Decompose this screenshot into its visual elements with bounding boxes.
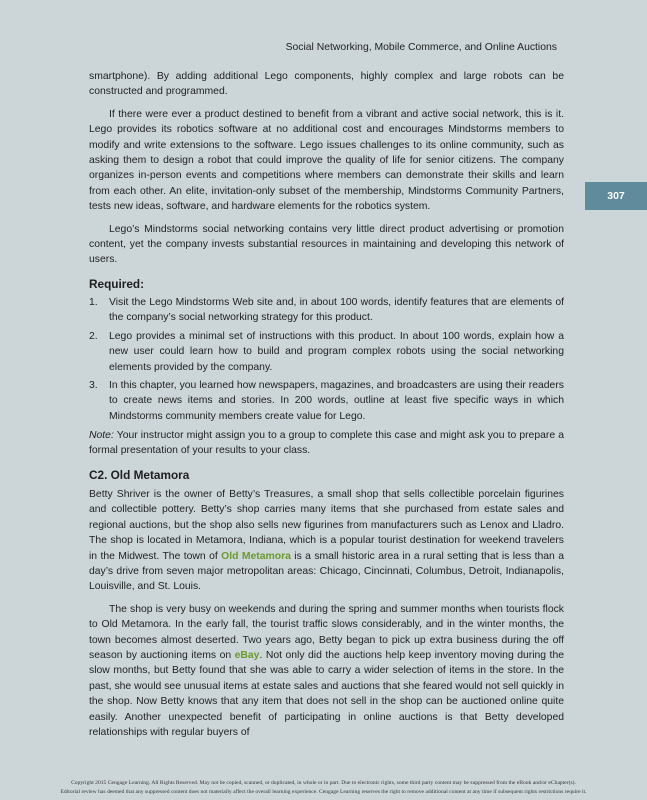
list-number: 2. <box>89 330 98 342</box>
paragraph-busy-shop <box>89 602 564 741</box>
case-text: The shop is very busy on weekends and during the spring and summer months when tourists flock to Old Metamora. In the early fall, the tourist traffic slows considerably, and in the winter months, the town becomes almost deserted. Two years ago, Betty began to pick up extra business during the off season by auctioning items on <box>89 603 564 662</box>
ebay-link[interactable]: eBay <box>234 650 260 662</box>
paragraph-vibrant-network: If there were ever a product destined to benefit from a vibrant and active social network, this is it. Lego provides its robotics software at no additional cost and encourages Mindstorms members to modify and write extensions to the software. Lego issues challenges to its online community, such as asking them to design a robot that could improve the quality of life for senior citizens. The company organizes in-person events and competitions where members can demonstrate their skills and learn from each other. An elite, invitation-only subset of the membership, Mindstorms Community Partners, tests new ideas, software, and hardware elements for the robotics system. <box>89 108 564 213</box>
copyright-line-1: Copyright 2015 Cengage Learning. All Rights Reserved. May not be copied, scanned, or duplicated, in whole or in part. Due to electronic rights, some third party content may be suppressed from the eBook and/or eChapter(s). <box>71 780 576 786</box>
required-heading: Required: <box>89 277 145 291</box>
list-item <box>89 378 564 424</box>
case-section <box>89 487 564 741</box>
list-item <box>89 329 564 375</box>
paragraph-betty-shriver <box>89 487 564 595</box>
list-item <box>89 295 564 326</box>
list-text: Lego provides a minimal set of instructions with this product. In about 100 words, explain how a new user could learn how to build and program complex robots using the social networking elements provided by the company. <box>109 330 564 373</box>
copyright-line-2: Editorial review has deemed that any suppressed content does not materially affect the overall learning experience. Cengage Learning reserves the right to remove additional content at any time if subsequent rights restrictions require it. <box>60 789 587 795</box>
note-text: Your instructor might assign you to a group to complete this case and might ask you to prepare a formal presentation of your results to your class. <box>89 430 564 457</box>
case-text: is a small historic area in a rural setting that is less than a day’s drive from seven major metropolitan areas: Chicago, Cincinnati, Columbus, Detroit, Indianapolis, Louisville, and St. Louis. <box>89 550 564 593</box>
running-header: Social Networking, Mobile Commerce, and Online Auctions <box>285 42 557 53</box>
list-number: 3. <box>89 380 98 392</box>
case-text: Betty Shriver is the owner of Betty’s Treasures, a small shop that sells collectible porcelain figurines and collectible pottery. Betty’s shop carries many items that she purchased from estate sales and regional auctions, but the shop also sells new figurines from manufacturers such as Lenox and Lladro. The shop is located in Metamora, Indiana, which is a popular tourist destination for weekend travelers in the Midwest. The town of <box>89 489 564 562</box>
list-text: Visit the Lego Mindstorms Web site and, in about 100 words, identify features that are elements of the company’s social networking strategy for this product. <box>109 297 564 324</box>
required-list <box>89 295 564 424</box>
top-section <box>89 69 564 268</box>
case-text: . Not only did the auctions help keep inventory moving during the slow months, but Betty found that she was able to carry a wider selection of items in the store. In the past, she would see unusual items at estate sales and auctions that she feared would not sell quickly in the shop. Now Betty knows that any item that does not sell in the shop can be auctioned online quite easily. Another unexpected benefit of participating in online auctions is that Betty developed relationships with regular buyers of <box>89 650 565 739</box>
list-number: 1. <box>89 297 98 308</box>
note-label: Note: <box>89 430 114 441</box>
list-text: In this chapter, you learned how newspapers, magazines, and broadcasters are using their readers to create news items and stories. In 200 words, outline at least five specific ways in which Mindstorms community members create value for Lego. <box>109 380 564 422</box>
paragraph-mindstorms-networking: Lego’s Mindstorms social networking contains very little direct product advertising or promotion content, yet the company invests substantial resources in maintaining and developing this network of users. <box>89 223 564 266</box>
note-paragraph <box>89 428 564 459</box>
old-metamora-link[interactable]: Old Metamora <box>221 550 291 562</box>
page-number-tab: 307 <box>585 182 647 210</box>
paragraph-smartphone: smartphone). By adding additional Lego components, highly complex and large robots can be constructed and programmed. <box>89 71 564 98</box>
case-heading: C2. Old Metamora <box>89 468 190 482</box>
